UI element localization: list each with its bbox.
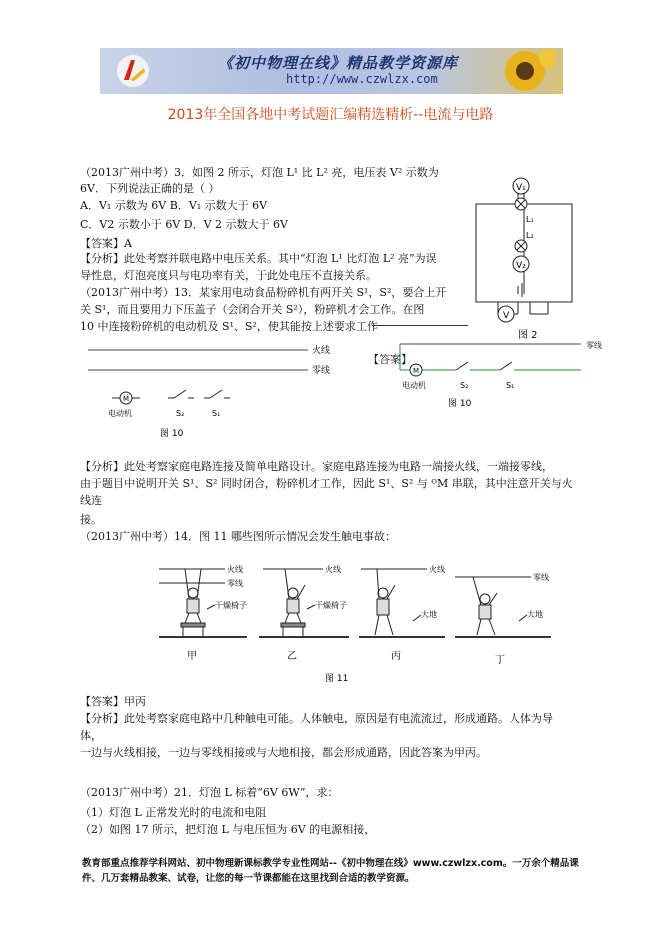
svg-text:干燥椅子: 干燥椅子	[215, 601, 247, 610]
q13-line2: 关 S¹，而且要用力下压盖子（会闭合开关 S²），粉碎机才会工作。在图	[80, 303, 425, 316]
q14-analysis-line3: 一边与火线相接，一边与零线相接或与大地相接，都会形成通路，因此答案为甲丙。	[80, 746, 487, 759]
person-yi-icon	[285, 569, 305, 623]
chair-jia-icon	[181, 623, 205, 637]
answer-switch-s2-icon	[456, 362, 468, 370]
motor-icon	[112, 392, 140, 404]
q13-analysis-line2: 由于题目中说明开关 S¹、S² 同时闭合，粉碎机才工作，因此 S¹、S² 与 ᴼM 串联，其中注意开关与火	[80, 477, 573, 490]
figure-10-question	[88, 340, 350, 440]
q13-analysis-line3: 线连	[80, 494, 102, 507]
answer-figure-10-caption: 图 10	[448, 399, 472, 409]
q3-line2: 6V．下列说法正确的是（ ）	[80, 182, 220, 195]
lamp-l1-icon	[515, 198, 527, 210]
figure-10-caption: 图 10	[160, 429, 184, 439]
q3-line1: （2013广州中考）3．如图 2 所示，灯泡 L¹ 比 L² 亮，电压表 V² 示数为	[80, 166, 439, 179]
footer-line2: 件、几万套精品教案、试卷，让您的每一节课都能在这里找到合适的教学资源。	[82, 873, 415, 884]
sunflower-icon	[495, 50, 555, 92]
figure-2	[468, 168, 580, 346]
site-banner	[100, 48, 563, 94]
q3-option-a-b: A．V₁ 示数为 6V B．V₁ 示数大于 6V	[80, 199, 268, 212]
person-ding-icon	[473, 577, 497, 635]
q14-analysis-line2: 体，	[80, 729, 102, 742]
svg-text:火线: 火线	[325, 565, 341, 574]
q3-analysis-line1: 【分析】此处考察并联电路中电压关系。其中“灯泡 L¹ 比灯泡 L² 亮”为误	[80, 252, 437, 265]
svg-text:大地: 大地	[527, 610, 543, 619]
switch-s1-label: S₁	[212, 409, 221, 418]
switch-s2-icon	[168, 390, 194, 398]
footer-line1: 教育部重点推荐学科网站、初中物理新课标教学专业性网站--《初中物理在线》www.czwlzx.com。一万余个精品课	[82, 858, 579, 869]
divider-line	[372, 325, 468, 326]
document-title: 2013年全国各地中考试题汇编精选精析--电流与电路	[167, 107, 494, 123]
chair-yi-icon	[281, 623, 305, 637]
svg-text:零线: 零线	[227, 579, 243, 588]
svg-text:V₁: V₁	[516, 183, 526, 193]
answer-switch-s2-label: S₂	[460, 381, 469, 390]
svg-text:M: M	[123, 395, 130, 403]
panel-yi	[259, 564, 349, 662]
svg-text:乙: 乙	[287, 651, 297, 662]
q13-answer-label: 【答案】	[368, 353, 412, 366]
q13-line1: （2013广州中考）13．某家用电动食品粉碎机有两开关 S¹，S²，要合上开	[80, 286, 447, 299]
panel-jia	[159, 564, 247, 662]
answer-motor-icon	[410, 364, 422, 376]
svg-text:丙: 丙	[391, 651, 401, 662]
figure-2-caption: 图 2	[518, 330, 538, 341]
figure-10-answer	[396, 340, 616, 412]
site-logo-icon	[116, 54, 150, 88]
q14-analysis-line1: 【分析】此处考察家庭电路中几种触电可能。人体触电，原因是有电流流过，形成通路。人体为导	[80, 712, 553, 725]
svg-text:丁: 丁	[495, 655, 505, 666]
switch-s2-label: S₂	[176, 409, 185, 418]
voltmeter-v2-icon	[513, 256, 529, 272]
q21-line2: （1）灯泡 L 正常发光时的电流和电阻	[80, 806, 267, 819]
q3-analysis-line2: 导性息，灯泡亮度只与电功率有关，于此处电压不直接关系。	[80, 269, 377, 282]
svg-text:V₂: V₂	[516, 261, 526, 271]
q14-line1: （2013广州中考）14．图 11 哪些图所示情况会发生触电事故：	[80, 530, 396, 543]
svg-text:火线: 火线	[429, 565, 445, 574]
q13-line3: 10 中连接粉碎机的电动机及 S¹、S²，使其能按上述要求工作	[80, 320, 378, 333]
svg-text:大地: 大地	[421, 610, 437, 619]
person-bing-icon	[375, 569, 395, 635]
svg-text:M: M	[413, 367, 420, 375]
person-jia-icon	[185, 569, 201, 623]
q3-answer: 【答案】A	[80, 237, 132, 250]
zero-wire-label: 零线	[312, 366, 331, 376]
lamp-l2-icon	[515, 240, 527, 252]
lamp-l1-label: L₁	[526, 215, 534, 224]
svg-text:干燥椅子: 干燥椅子	[315, 601, 347, 610]
switch-s1-icon	[204, 390, 230, 398]
site-title: 《初中物理在线》精品教学资源库	[218, 54, 459, 72]
q21-line1: （2013广州中考）21．灯泡 L 标着“6V 6W”，求：	[80, 786, 339, 799]
answer-switch-s1-label: S₁	[506, 381, 515, 390]
q21-line3: （2）如图 17 所示，把灯泡 L 与电压恒为 6V 的电源相接，	[80, 823, 376, 836]
answer-zero-wire-label: 零线	[586, 341, 602, 350]
battery-icon	[518, 283, 522, 297]
q13-analysis-line4: 接。	[80, 513, 102, 526]
panel-ding	[455, 572, 551, 666]
lamp-l2-label: L₂	[526, 231, 534, 240]
svg-text:火线: 火线	[227, 565, 243, 574]
figure-11	[155, 555, 555, 685]
motor-label: 电动机	[108, 409, 132, 418]
svg-text:V: V	[503, 311, 510, 321]
q14-answer: 【答案】甲丙	[80, 695, 146, 708]
site-url[interactable]: http://www.czwlzx.com	[286, 72, 438, 86]
svg-text:零线: 零线	[533, 573, 549, 582]
answer-switch-s1-icon	[500, 362, 512, 370]
q3-option-c-d: C．V2 示数小于 6V D．V 2 示数大于 6V	[80, 218, 288, 231]
fire-wire-label: 火线	[312, 346, 331, 356]
q13-analysis-line1: 【分析】此处考察家庭电路连接及简单电路设计。家庭电路连接为电路一端接火线，一端接零线，	[80, 460, 553, 473]
voltmeter-v1-icon	[513, 178, 529, 194]
answer-motor-label: 电动机	[402, 381, 426, 390]
panel-bing	[359, 564, 445, 662]
figure-11-caption: 图 11	[325, 674, 349, 684]
svg-text:甲: 甲	[187, 651, 197, 662]
voltmeter-v-icon	[498, 306, 514, 322]
